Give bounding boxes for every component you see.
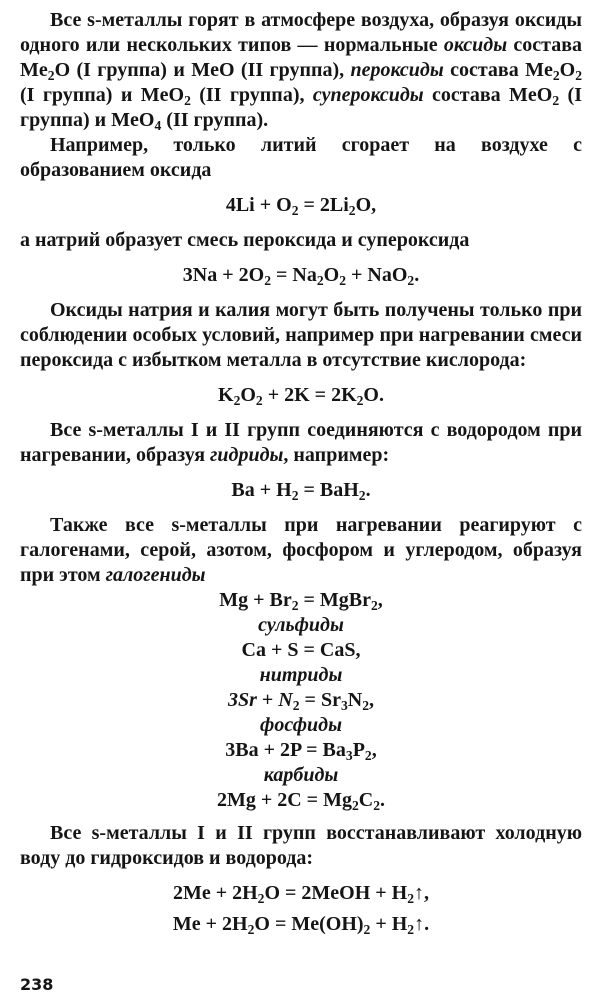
text-span: (I группа) и MeO bbox=[20, 84, 582, 131]
caption-carbides: карбиды bbox=[263, 764, 339, 786]
term-halides: галогениды bbox=[105, 564, 206, 586]
text-span: Также все s-металлы при нагревании реагируют с галогенами, серой, азотом, фосфором и углеродом, образуя при этом bbox=[20, 514, 582, 586]
term-hydrides: гидриды bbox=[210, 444, 284, 466]
text-span: (II группа). bbox=[161, 109, 269, 131]
caption-nitrides: нитриды bbox=[259, 664, 343, 686]
equation-sodium-peroxide: $3Na + 2O_2 = Na_2O_2 + NaO_2$. bbox=[182, 264, 420, 288]
paragraph-lithium: Например, только литий сгорает на воздухе с образованием оксида bbox=[20, 134, 582, 181]
equation-group1-water: $2Me + 2H_2O$ = 2MeOH + $H_2↑$, bbox=[172, 882, 430, 906]
paragraph-water-reaction: Все s-металлы I и II групп восстанавливают холодную воду до гидроксидов и водорода: bbox=[20, 822, 582, 869]
text-span: , например: bbox=[283, 444, 390, 466]
caption-phosphides: фосфиды bbox=[260, 714, 342, 736]
term-superoxides: супероксиды bbox=[312, 84, 424, 106]
text-span: Все s-металлы I и II групп соединяются с водородом при нагревании, образуя bbox=[20, 419, 582, 466]
equation-strontium-nitride: $3Sr + N_2 = Sr_3N_2$, bbox=[227, 689, 374, 713]
equation-magnesium-carbide: $2Mg + 2C = Mg_2C_2$. bbox=[216, 789, 386, 813]
text-span: O (I группа) и MeO (II группа), bbox=[54, 59, 351, 81]
paragraph-sodium: а натрий образует смесь пероксида и супероксида bbox=[20, 229, 470, 251]
equation-group2-water: $Me + 2H_2O = Me(OH)_2$ + $H_2↑$. bbox=[172, 913, 430, 937]
equation-barium-phosphide: $3Ba + 2P = Ba_3P_2$, bbox=[225, 739, 377, 763]
text-span: состава Me bbox=[443, 59, 553, 81]
page-number: 238 bbox=[20, 975, 54, 994]
equation-potassium-oxide: $K_2O_2 + 2K = 2K_2O$. bbox=[218, 384, 384, 408]
text-span: (II группа), bbox=[190, 84, 313, 106]
paragraph-sodium-potassium-oxides: Оксиды натрия и калия могут быть получены только при соблюдении особых условий, например при нагревании смеси пероксида с избытком металла в отсутствие кислорода: bbox=[20, 299, 582, 371]
term-peroxides: пероксиды bbox=[350, 59, 444, 81]
text-span: (I группа) и MeO bbox=[20, 84, 185, 106]
caption-sulfides: сульфиды bbox=[258, 614, 344, 636]
equation-barium-hydride: $Ba + H_2 = BaH_2$. bbox=[231, 479, 371, 503]
text-span: состава Me bbox=[20, 34, 582, 81]
equation-magnesium-bromide: $Mg + Br_2$ = MgBr$_2$, bbox=[219, 589, 383, 613]
equation-lithium-oxide: $4Li + O_2 = 2Li_2O$, bbox=[225, 194, 377, 218]
term-oxides: оксиды bbox=[443, 34, 508, 56]
text-span: состава MeO bbox=[423, 84, 553, 106]
equation-calcium-sulfide: Ca + S = CaS, bbox=[241, 639, 361, 661]
paragraph-oxides: Все s-металлы горят в атмосфере воздуха, образуя оксиды одного или нескольких типов — нормальные оксиды состава $Me_2O$ (I группа) и MeO (II группа), пероксиды состава $Me_2O_2$ (I группа) и MeO$_2$ (II группа), супероксиды состава MeO$_2$ (I группа) и MeO$_4$ (II группа). bbox=[20, 9, 582, 133]
paragraph-hydrides bbox=[20, 418, 582, 468]
paragraph-halides bbox=[20, 513, 582, 588]
text-span: Все s-металлы горят в атмосфере воздуха, образуя оксиды одного или нескольких типов — нормальные bbox=[20, 9, 582, 56]
